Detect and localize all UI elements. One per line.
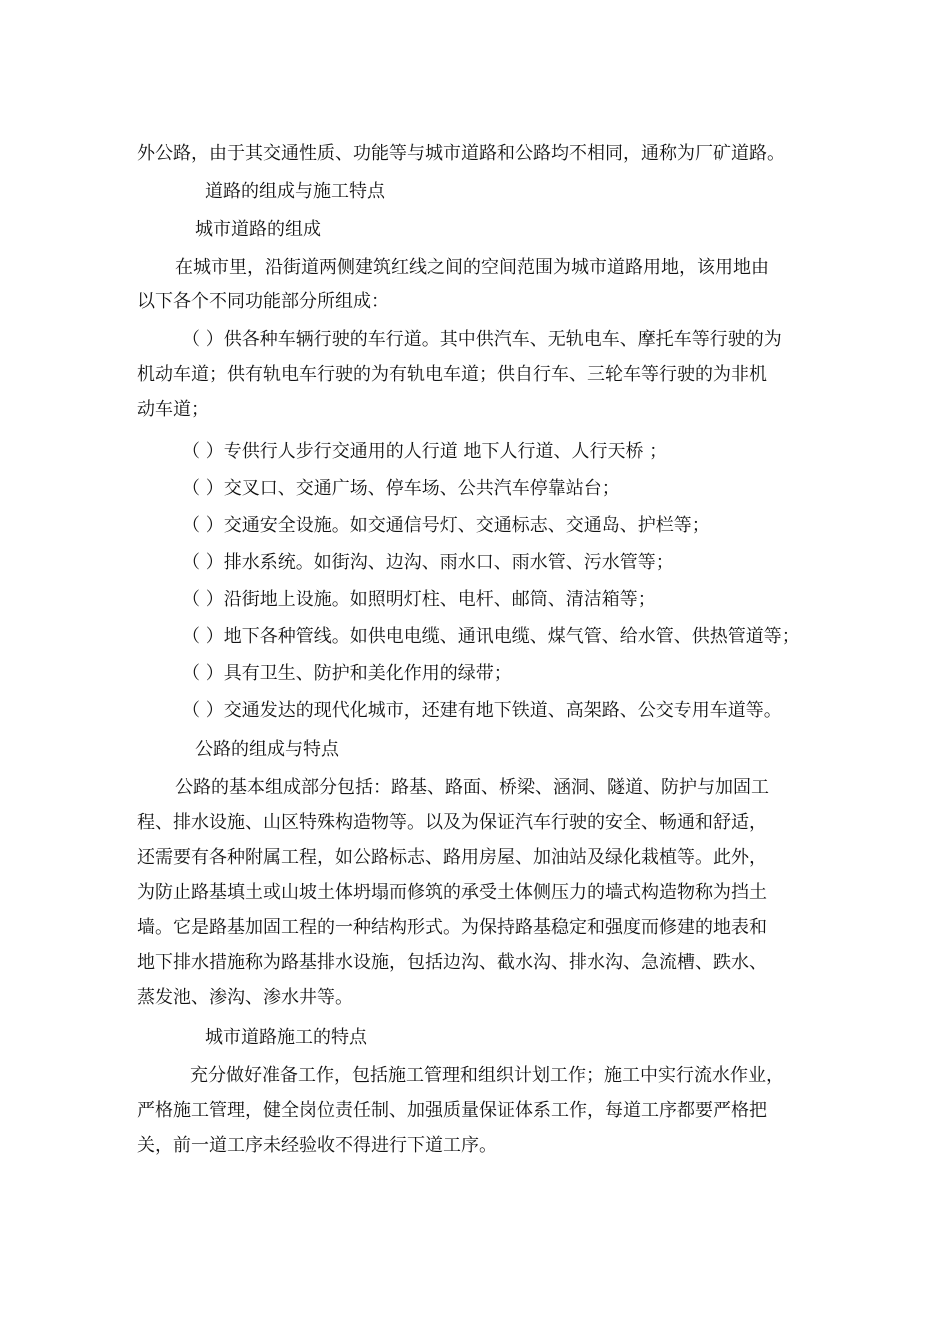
- paragraph-line: 墙。它是路基加固工程的一种结构形式。为保持路基稳定和强度而修建的地表和: [137, 917, 767, 938]
- list-item: （ ）沿街地上设施。如照明灯柱、电杆、邮筒、清洁箱等；: [182, 589, 656, 610]
- list-item: （ ）交通安全设施。如交通信号灯、交通标志、交通岛、护栏等；: [182, 515, 710, 536]
- list-item: （ ）地下各种管线。如供电电缆、通讯电缆、煤气管、给水管、供热管道等；: [182, 626, 800, 647]
- paragraph-line: 公路的基本组成部分包括：路基、路面、桥梁、涵洞、隧道、防护与加固工: [175, 777, 769, 798]
- paragraph-line: 地下排水措施称为路基排水设施，包括边沟、截水沟、排水沟、急流槽、跌水、: [137, 952, 767, 973]
- paragraph-line: 以下各个不同功能部分所组成：: [137, 291, 389, 312]
- list-item: （ ）交叉口、交通广场、停车场、公共汽车停靠站台；: [182, 478, 620, 499]
- subsection-heading: 城市道路的组成: [195, 219, 321, 240]
- paragraph-line: 程、排水设施、山区特殊构造物等。以及为保证汽车行驶的安全、畅通和舒适，: [137, 812, 767, 833]
- paragraph-line: 为防止路基填土或山坡土体坍塌而修筑的承受土体侧压力的墙式构造物称为挡土: [137, 882, 767, 903]
- paragraph-line: 严格施工管理，健全岗位责任制、加强质量保证体系工作，每道工序都要严格把: [137, 1100, 767, 1121]
- list-item: （ ）具有卫生、防护和美化作用的绿带；: [182, 663, 512, 684]
- paragraph-line: 外公路，由于其交通性质、功能等与城市道路和公路均不相同，通称为厂矿道路。: [137, 143, 785, 164]
- list-item: （ ）交通发达的现代化城市，还建有地下铁道、高架路、公交专用车道等。: [182, 700, 782, 721]
- paragraph-line: 还需要有各种附属工程，如公路标志、路用房屋、加油站及绿化栽植等。此外，: [137, 847, 767, 868]
- paragraph-line: 蒸发池、渗沟、渗水井等。: [137, 987, 353, 1008]
- list-item-continuation: 机动车道；供有轨电车行驶的为有轨电车道；供自行车、三轮车等行驶的为非机: [137, 364, 767, 385]
- list-item-continuation: 动车道；: [137, 399, 209, 420]
- paragraph-line: 充分做好准备工作，包括施工管理和组织计划工作；施工中实行流水作业，: [190, 1065, 784, 1086]
- list-item: （ ）专供行人步行交通用的人行道 地下人行道、人行天桥 ；: [182, 441, 668, 462]
- section-heading: 道路的组成与施工特点: [205, 181, 385, 202]
- subsection-heading: 公路的组成与特点: [195, 739, 339, 760]
- paragraph-line: 在城市里，沿街道两侧建筑红线之间的空间范围为城市道路用地，该用地由: [175, 257, 769, 278]
- list-item: （ ）排水系统。如街沟、边沟、雨水口、雨水管、污水管等；: [182, 552, 674, 573]
- list-item: （ ）供各种车辆行驶的车行道。其中供汽车、无轨电车、摩托车等行驶的为: [182, 329, 782, 350]
- subsection-heading: 城市道路施工的特点: [205, 1027, 367, 1048]
- paragraph-line: 关，前一道工序未经验收不得进行下道工序。: [137, 1135, 497, 1156]
